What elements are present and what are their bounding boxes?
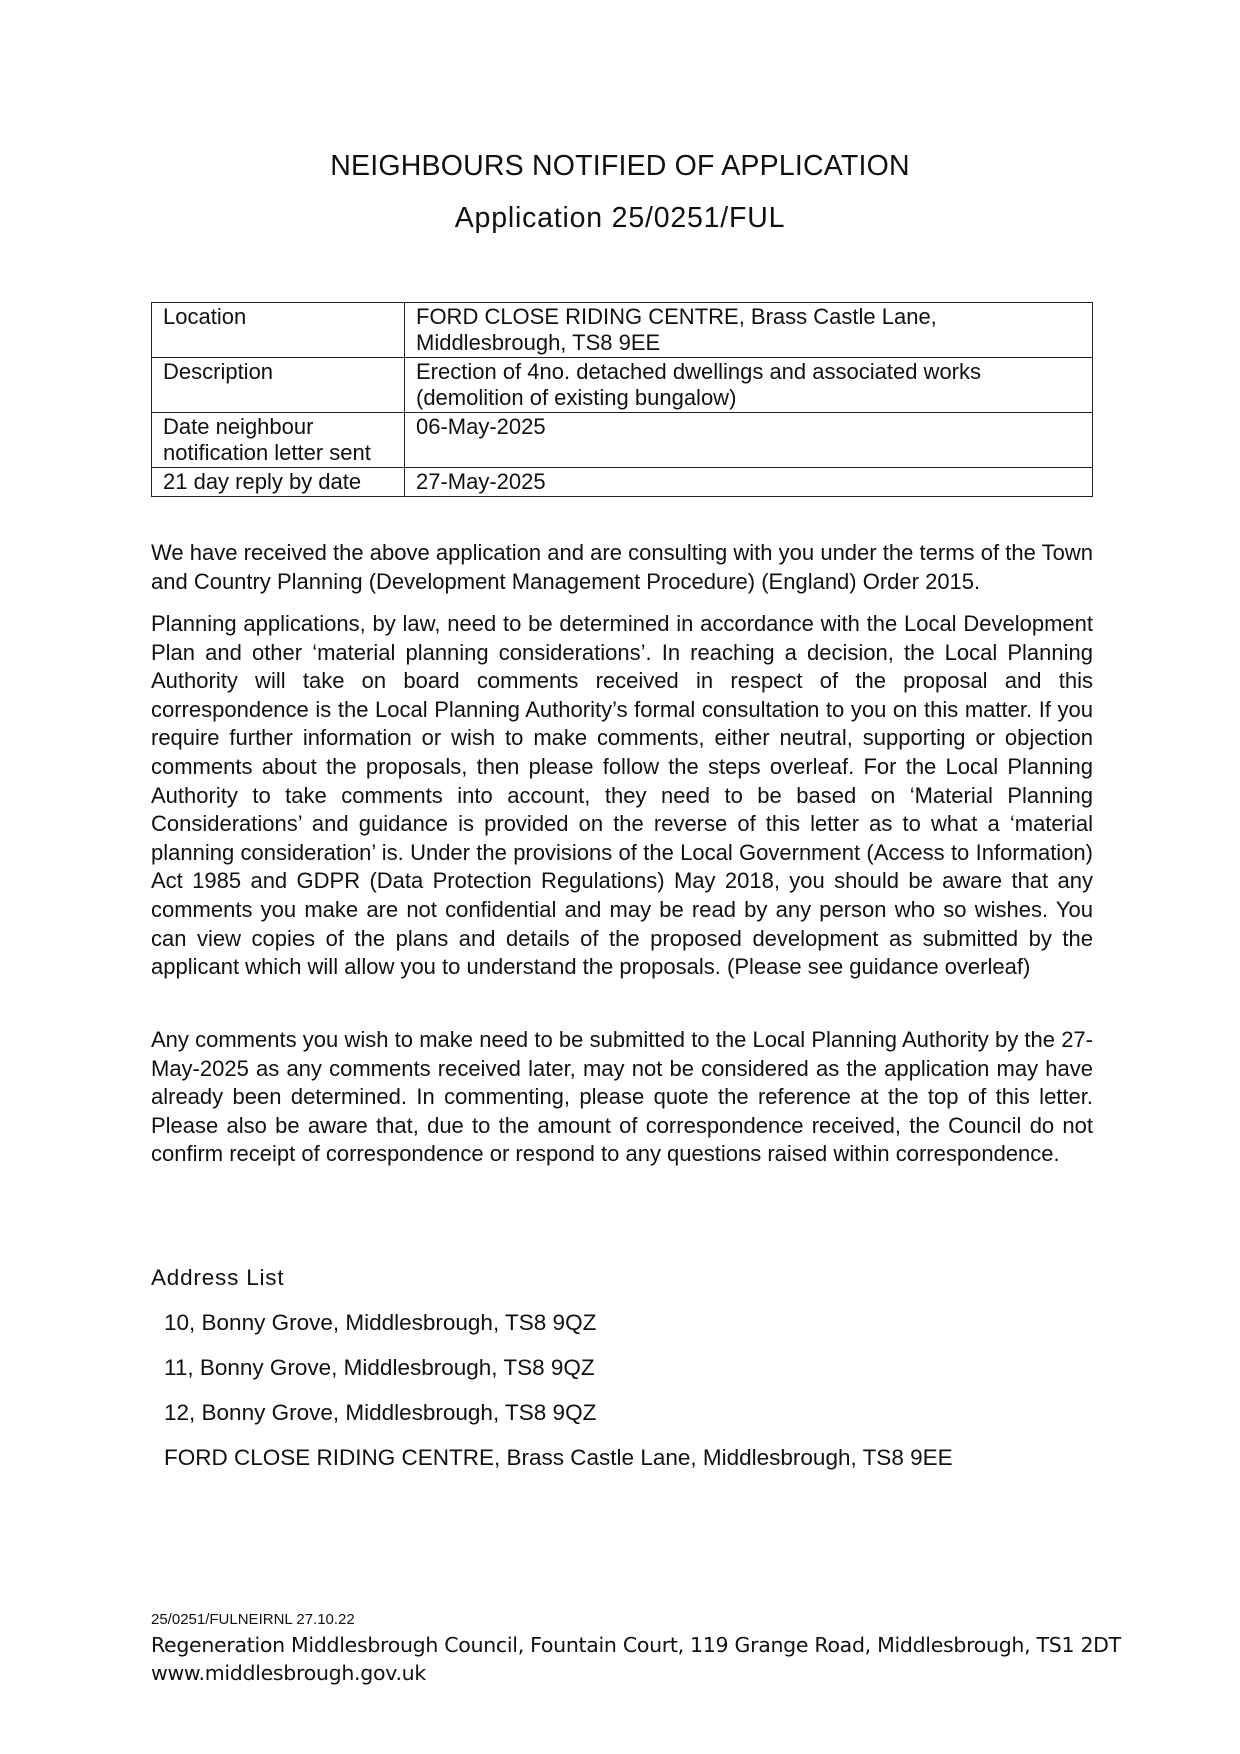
document-reference: 25/0251/FULNEIRNL 27.10.22 (151, 1611, 355, 1628)
notification-date-label: Date neighbour notification letter sent (152, 413, 405, 468)
notification-date-value: 06-May-2025 (405, 413, 1093, 468)
list-item: 12, Bonny Grove, Middlesbrough, TS8 9QZ (164, 1400, 597, 1425)
table-row (152, 358, 1093, 413)
table-row (152, 468, 1093, 497)
location-value: FORD CLOSE RIDING CENTRE, Brass Castle Lane, Middlesbrough, TS8 9EE (405, 303, 1093, 358)
list-item: 10, Bonny Grove, Middlesbrough, TS8 9QZ (164, 1310, 597, 1335)
reply-by-label: 21 day reply by date (152, 468, 405, 497)
comments-deadline-paragraph: Any comments you wish to make need to be submitted to the Local Planning Authority by the 27-May-2025 as any comments received later, may not be considered as the application may have already been determined. In commenting, please quote the reference at the top of this letter. Please also be aware that, due to the amount of correspondence received, the Council do not confirm receipt of correspondence or respond to any questions raised within correspondence. (151, 1027, 1093, 1167)
address-list-title: Address List (151, 1265, 285, 1290)
reply-by-value: 27-May-2025 (405, 468, 1093, 497)
list-item: FORD CLOSE RIDING CENTRE, Brass Castle Lane, Middlesbrough, TS8 9EE (164, 1445, 953, 1470)
application-reference: Application 25/0251/FUL (454, 202, 786, 234)
location-label: Location (152, 303, 405, 358)
page-title: NEIGHBOURS NOTIFIED OF APPLICATION (330, 150, 910, 182)
planning-guidance-paragraph: Planning applications, by law, need to be determined in accordance with the Local Development Plan and other ‘material planning considerations’. In reaching a decision, the Local Planning Authority will take on board comments received in respect of the proposal and this correspondence is the Local Planning Authority’s formal consultation to you on this matter. If you require further information or wish to make comments, either neutral, supporting or objection comments about the proposals, then please follow the steps overleaf. For the Local Planning Authority to take comments into account, they need to be based on ‘Material Planning Considerations’ and guidance is provided on the reverse of this letter as to what a ‘material planning consideration’ is. Under the provisions of the Local Government (Access to Information) Act 1985 and GDPR (Data Protection Regulations) May 2018, you should be aware that any comments you make are not confidential and may be read by any person who so wishes. You can view copies of the plans and details of the proposed development as submitted by the applicant which will allow you to understand the proposals. (Please see guidance overleaf) (151, 611, 1093, 980)
consultation-paragraph: We have received the above application and are consulting with you under the terms of the Town and Country Planning (Development Management Procedure) (England) Order 2015. (151, 540, 1093, 594)
description-value: Erection of 4no. detached dwellings and associated works (demolition of existing bungalow) (405, 358, 1093, 413)
council-website: www.middlesbrough.gov.uk (151, 1661, 426, 1685)
table-row (152, 303, 1093, 358)
application-details-table (151, 302, 1093, 497)
description-label: Description (152, 358, 405, 413)
table-row (152, 413, 1093, 468)
list-item: 11, Bonny Grove, Middlesbrough, TS8 9QZ (164, 1355, 595, 1380)
council-address: Regeneration Middlesbrough Council, Fountain Court, 119 Grange Road, Middlesbrough, TS1 2DT (151, 1633, 1121, 1657)
